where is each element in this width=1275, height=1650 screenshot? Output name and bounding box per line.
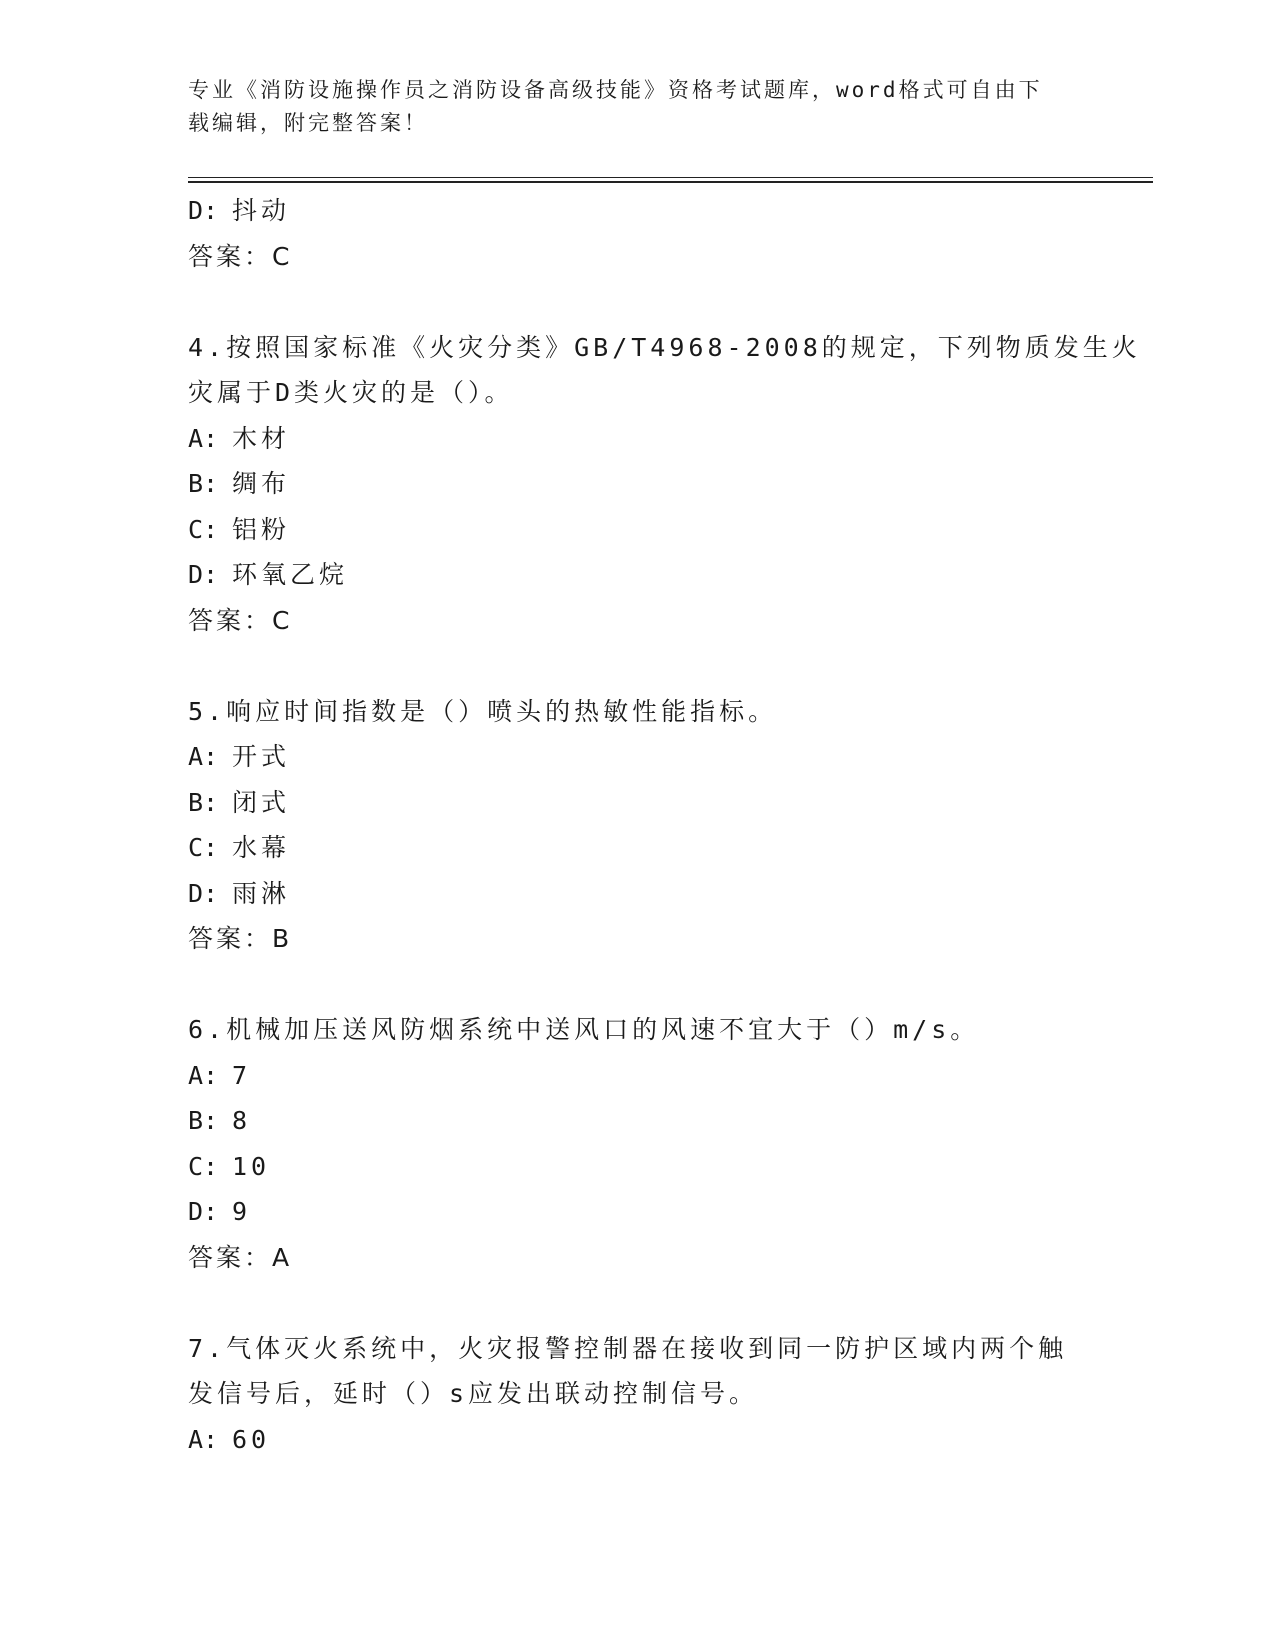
option-d [188,871,1148,917]
option-text: 木材 [232,423,291,453]
option-d [188,552,1148,598]
option-c [188,1144,1148,1190]
option-label: C: [188,833,219,862]
option-text: 铝粉 [232,514,291,544]
answer: 答案：C [188,241,293,271]
option-d [188,188,1148,234]
option-text: 闭式 [232,787,291,817]
header-title-line-1: 专业《消防设施操作员之消防设备高级技能》资格考试题库，word格式可自由下 [188,78,1043,102]
header-divider-thick [188,181,1153,183]
spacer [188,643,1148,689]
question-stem: 7.气体灭火系统中，火灾报警控制器在接收到同一防护区域内两个触 [188,1333,1068,1363]
option-text: 绸布 [232,469,291,498]
option-text: 9 [232,1197,252,1226]
header-title-line-2: 载编辑，附完整答案！ [188,111,428,135]
spacer [188,1280,1148,1326]
option-b [188,1098,1148,1144]
option-label: A: [188,1060,219,1090]
spacer [188,279,1148,325]
question-stem: 灾属于D类火灾的是（）。 [188,378,514,407]
option-label: D: [188,878,219,908]
option-text: 10 [232,1151,271,1181]
question-stem: 4.按照国家标准《火灾分类》GB/T4968-2008的规定，下列物质发生火 [188,332,1141,362]
option-label: B: [188,469,219,498]
option-a [188,1417,1148,1463]
option-b [188,780,1148,826]
option-a [188,734,1148,780]
option-text: 60 [232,1424,271,1454]
option-label: A: [188,1424,219,1454]
option-label: C: [188,514,219,544]
question-content [188,188,1148,1462]
option-text: 8 [232,1106,252,1135]
answer: 答案：C [188,605,293,635]
header-divider-thin [188,177,1153,178]
option-text: 开式 [232,742,291,771]
option-text: 雨淋 [232,878,291,908]
option-d [188,1189,1148,1235]
question-stem: 发信号后，延时（）s应发出联动控制信号。 [188,1379,759,1408]
option-a [188,416,1148,462]
option-label: D: [188,560,219,589]
question-stem: 5.响应时间指数是（）喷头的热敏性能指标。 [188,696,778,726]
page-header [188,74,1088,140]
option-text: 抖动 [232,196,291,225]
option-label: D: [188,1197,219,1226]
option-label: A: [188,742,219,771]
spacer [188,962,1148,1008]
answer: 答案：A [188,1242,293,1272]
option-c [188,825,1148,871]
option-c [188,507,1148,553]
option-b [188,461,1148,507]
option-label: D: [188,196,219,225]
option-a [188,1053,1148,1099]
option-text: 水幕 [232,833,291,862]
question-stem: 6.机械加压送风防烟系统中送风口的风速不宜大于（）m/s。 [188,1015,980,1044]
option-label: B: [188,787,219,817]
answer: 答案：B [188,924,293,953]
option-text: 7 [232,1060,252,1090]
option-label: B: [188,1106,219,1135]
option-text: 环氧乙烷 [232,560,349,589]
option-label: C: [188,1151,219,1181]
option-label: A: [188,423,219,453]
